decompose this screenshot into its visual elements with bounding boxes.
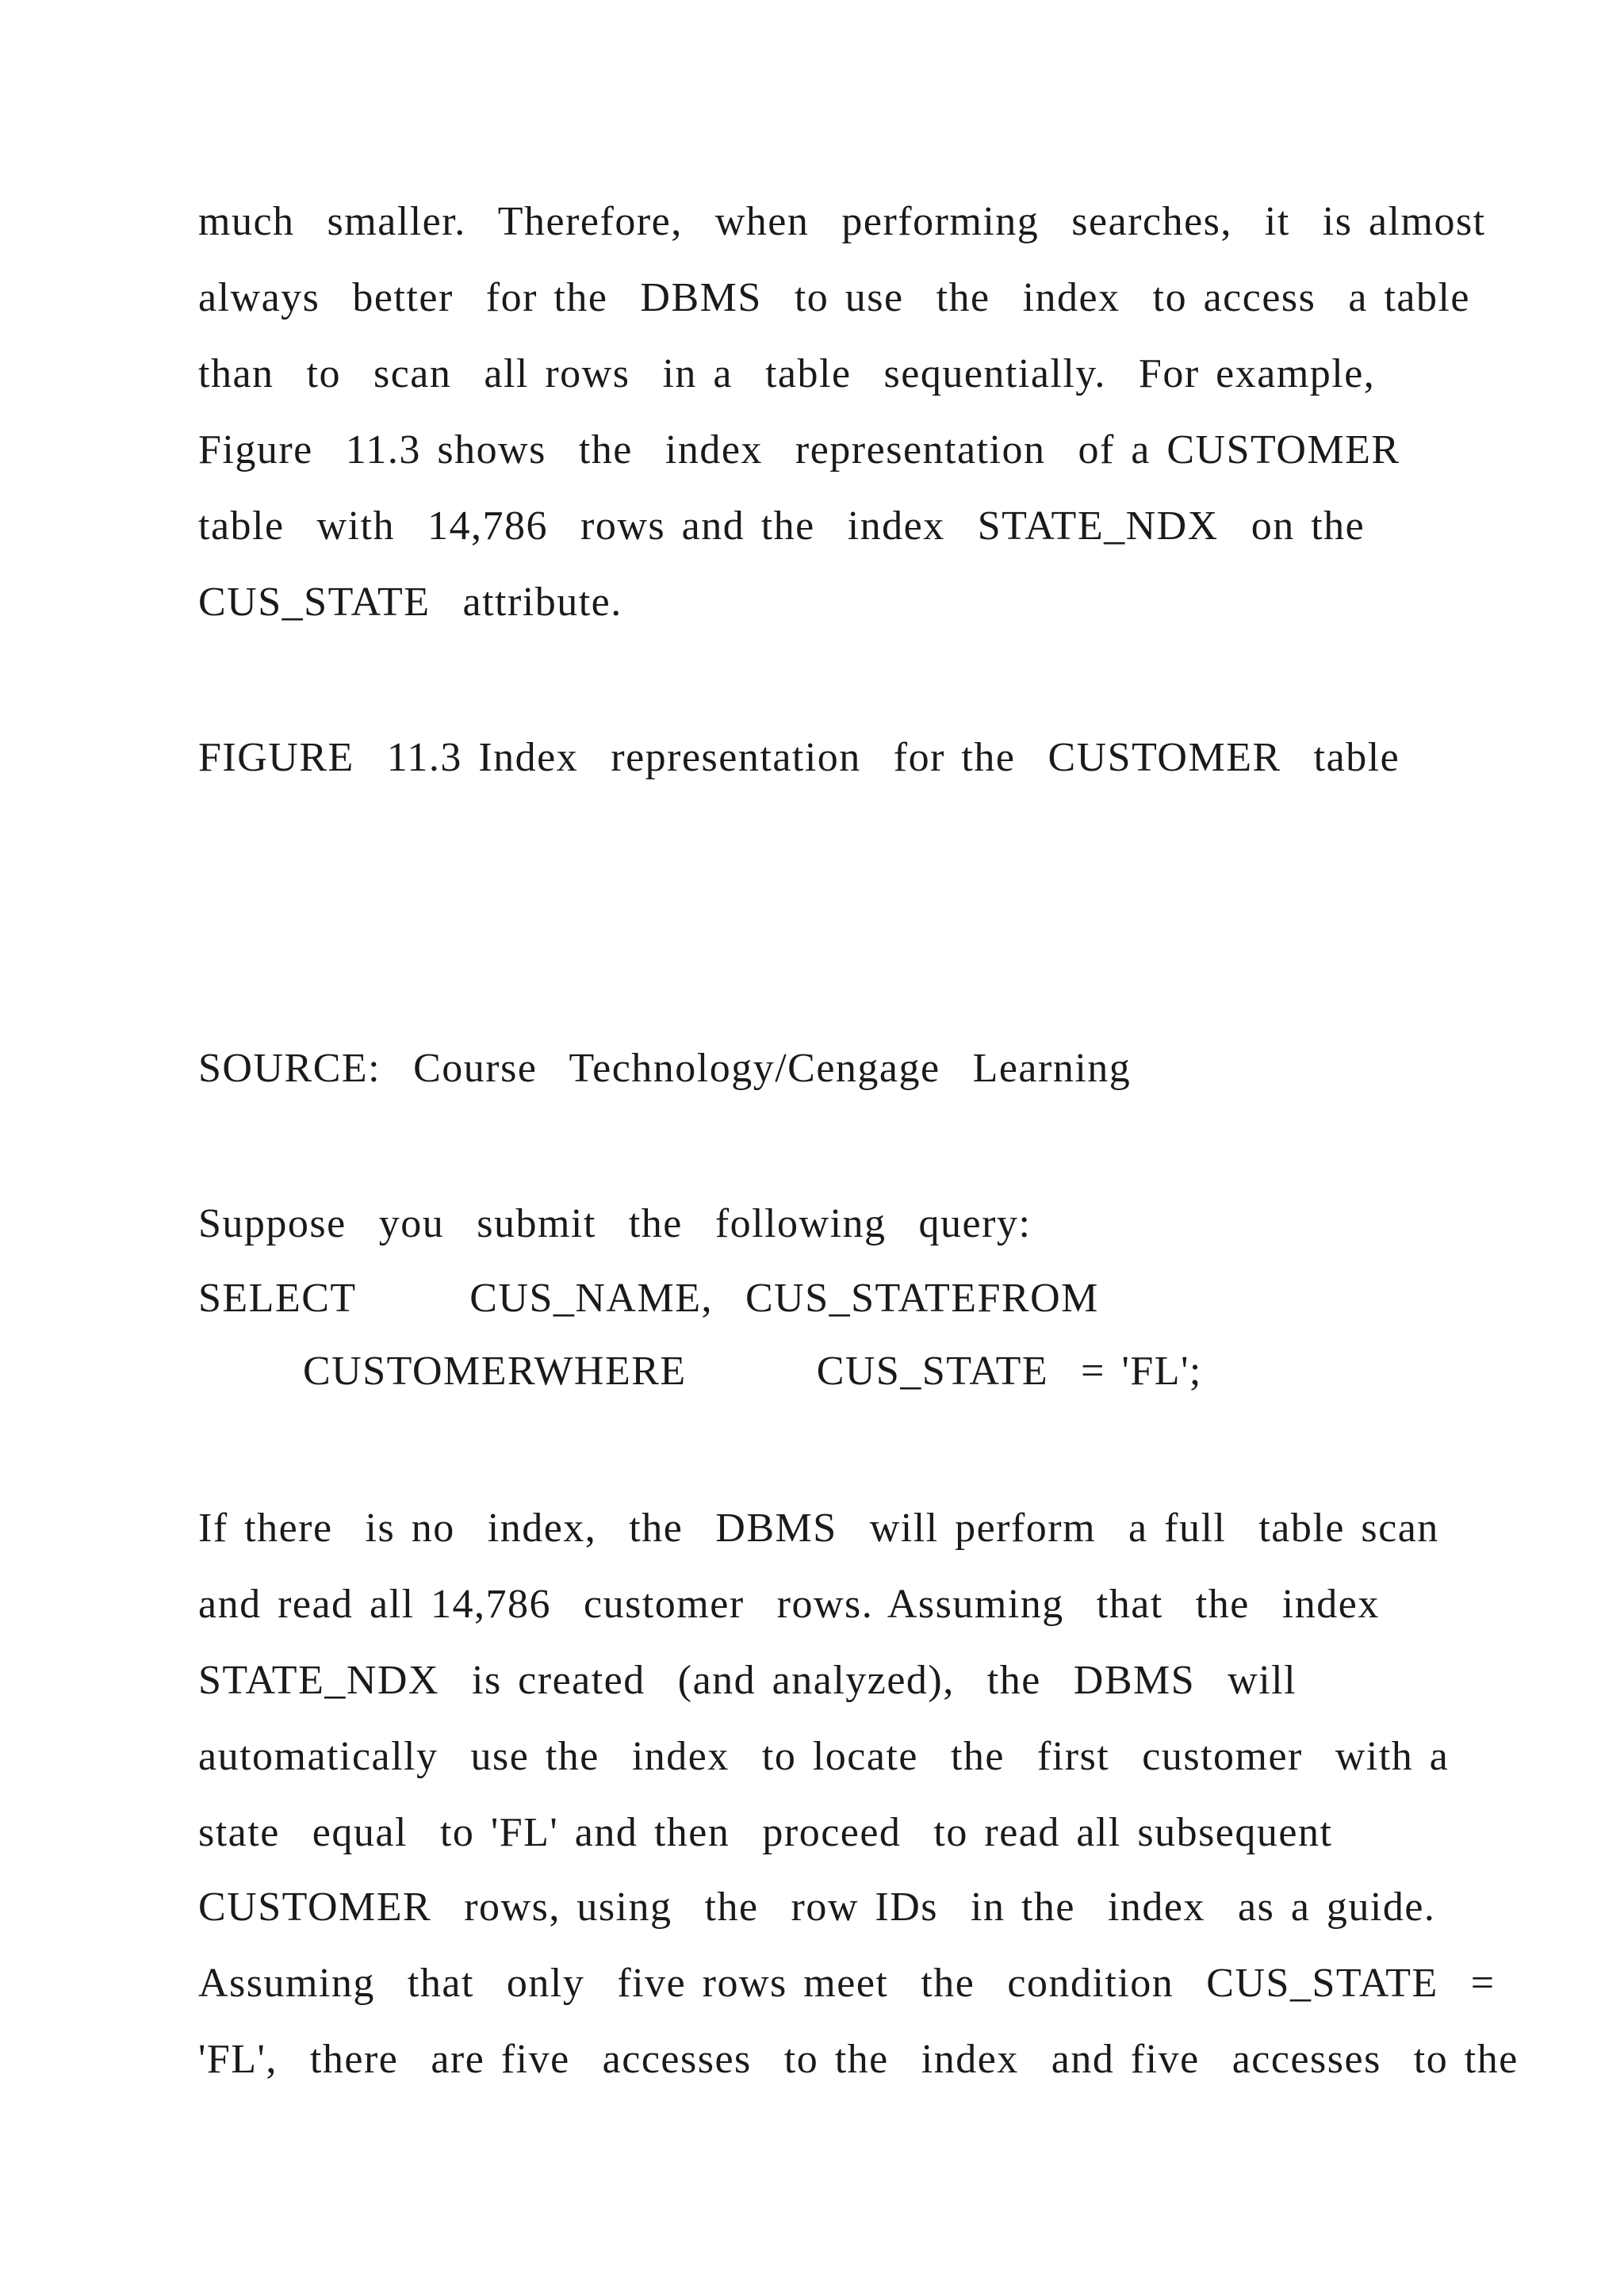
figure-caption: FIGURE 11.3 Index representation for the CUSTOMER table bbox=[198, 735, 1400, 780]
source-credit: SOURCE: Course Technology/Cengage Learning bbox=[198, 1046, 1132, 1091]
query-intro: Suppose you submit the following query: bbox=[198, 1201, 1032, 1246]
text-line: Assuming that only five rows meet the condition CUS_STATE = bbox=[198, 1961, 1496, 2006]
text-line: and read all 14,786 customer rows. Assuming that the index bbox=[198, 1582, 1380, 1627]
text-line: STATE_NDX is created (and analyzed), the DBMS will bbox=[198, 1658, 1297, 1703]
text-line: always better for the DBMS to use the index to access a table bbox=[198, 275, 1471, 320]
text-line: Figure 11.3 shows the index representation of a CUSTOMER bbox=[198, 427, 1400, 473]
text-line: than to scan all rows in a table sequentially. For example, bbox=[198, 351, 1376, 396]
sql-line: SELECT CUS_NAME, CUS_STATEFROM bbox=[198, 1276, 1099, 1321]
text-line: If there is no index, the DBMS will perform a full table scan bbox=[198, 1506, 1439, 1551]
text-line: much smaller. Therefore, when performing searches, it is almost bbox=[198, 199, 1486, 244]
text-line: CUSTOMER rows, using the row IDs in the index as a guide. bbox=[198, 1885, 1436, 1930]
text-line: state equal to 'FL' and then proceed to read all subsequent bbox=[198, 1810, 1333, 1855]
text-line: automatically use the index to locate the first customer with a bbox=[198, 1734, 1450, 1779]
text-line: table with 14,786 rows and the index STATE_NDX on the bbox=[198, 503, 1365, 549]
text-line: 'FL', there are five accesses to the index and five accesses to the bbox=[198, 2037, 1519, 2082]
sql-line: CUSTOMERWHERE CUS_STATE = 'FL'; bbox=[303, 1349, 1202, 1394]
text-line: CUS_STATE attribute. bbox=[198, 580, 622, 625]
